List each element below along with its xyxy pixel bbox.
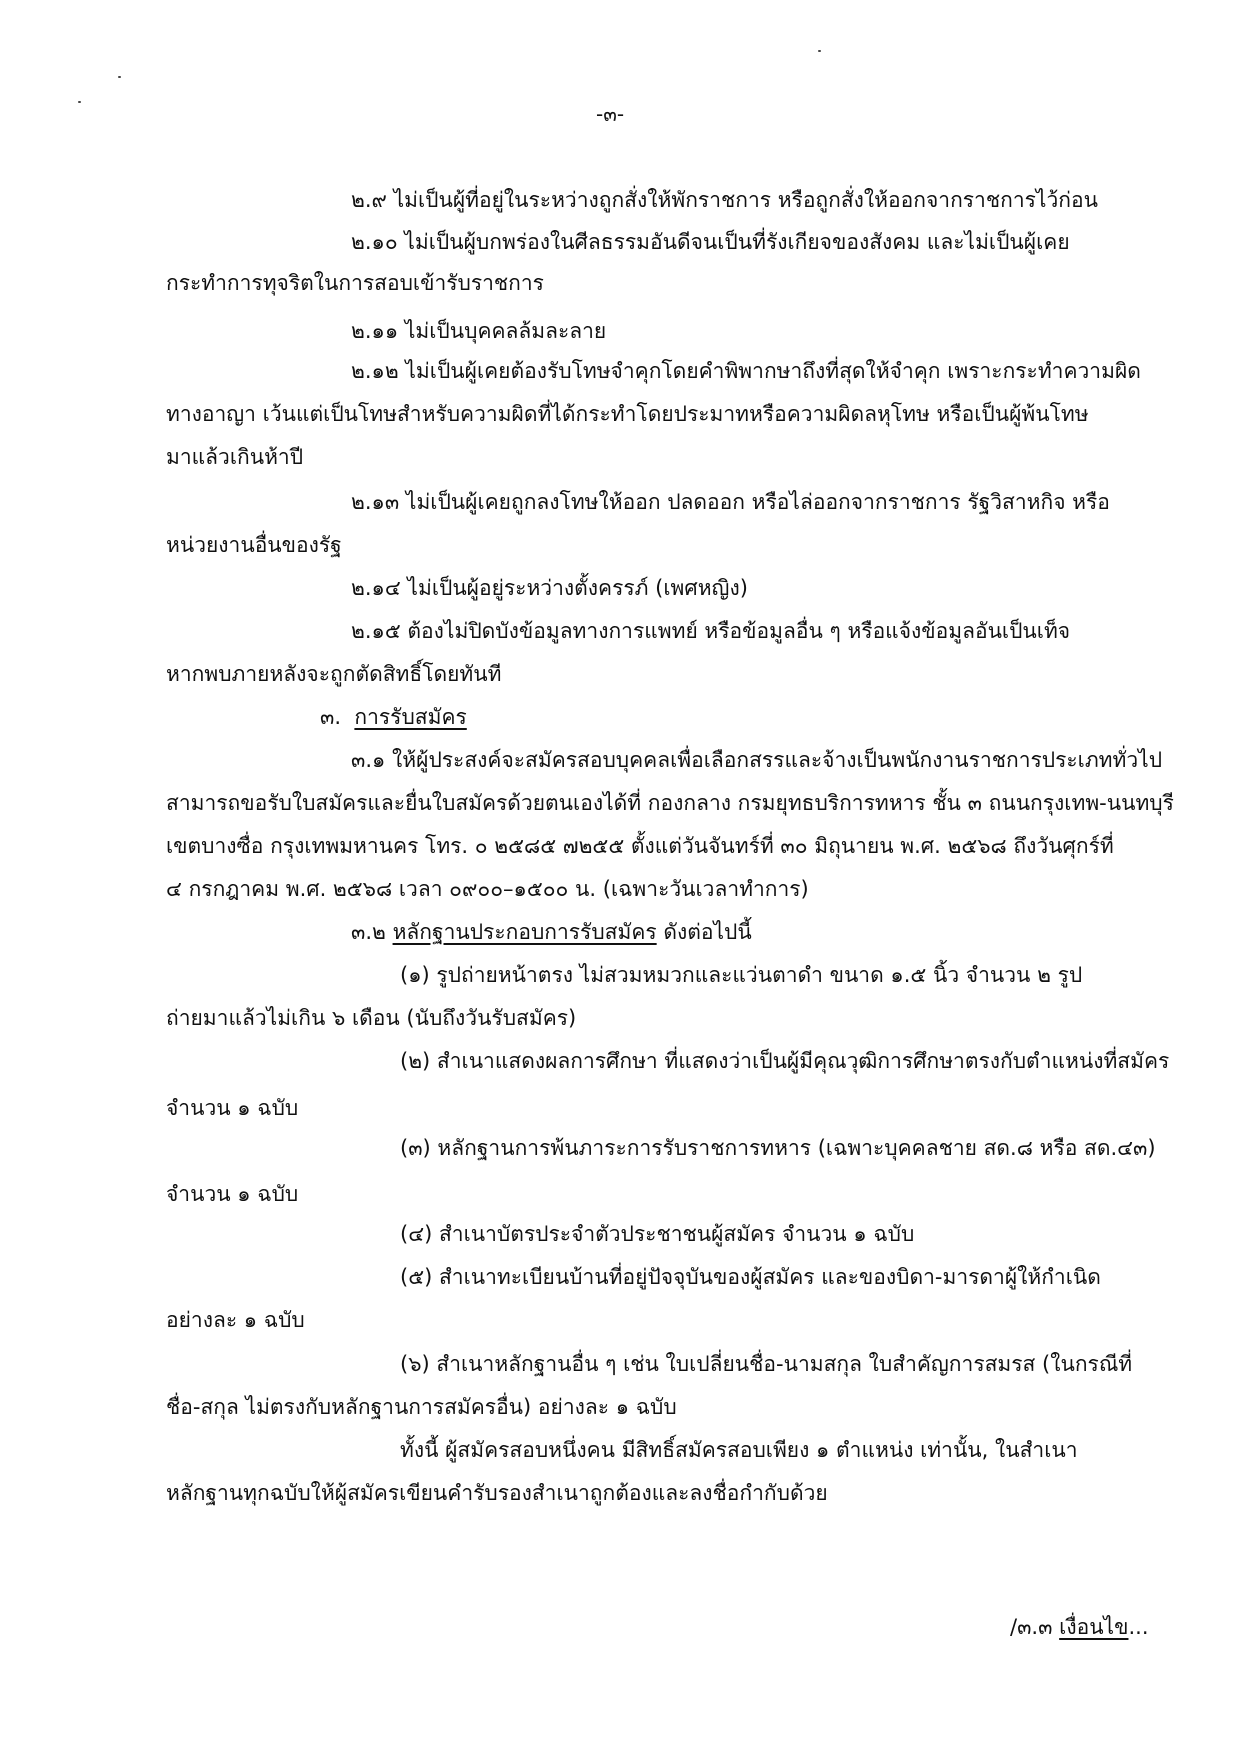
clause-title: หลักฐานประกอบการรับสมัคร	[392, 920, 657, 944]
clause-2-10-cont: กระทำการทุจริตในการสอบเข้ารับราชการ	[166, 271, 544, 295]
scan-speck	[118, 76, 121, 78]
clause-2-12: ๒.๑๒ ไม่เป็นผู้เคยต้องรับโทษจำคุกโดยคำพิพากษาถึงที่สุดให้จำคุก เพราะกระทำความผิด	[351, 359, 1141, 383]
clause-3-1-cont3: ๔ กรกฎาคม พ.ศ. ๒๕๖๘ เวลา ๐๙๐๐–๑๕๐๐ น. (เฉพาะวันเวลาทำการ)	[166, 877, 809, 901]
clause-3-1-cont: สามารถขอรับใบสมัครและยื่นใบสมัครด้วยตนเองได้ที่ กองกลาง กรมยุทธบริการทหาร ชั้น ๓ ถนนกรุงเทพ-นนทบุรี	[166, 791, 1174, 815]
item-6: (๖) สำเนาหลักฐานอื่น ๆ เช่น ใบเปลี่ยนชื่อ-นามสกุล ใบสำคัญการสมรส (ในกรณีที่	[400, 1352, 1133, 1376]
clause-2-9: ๒.๙ ไม่เป็นผู้ที่อยู่ในระหว่างถูกสั่งให้พักราชการ หรือถูกสั่งให้ออกจากราชการไว้ก่อน	[351, 188, 1098, 212]
clause-2-15: ๒.๑๕ ต้องไม่ปิดบังข้อมูลทางการแพทย์ หรือข้อมูลอื่น ๆ หรือแจ้งข้อมูลอันเป็นเท็จ	[351, 619, 1071, 643]
clause-2-10: ๒.๑๐ ไม่เป็นผู้บกพร่องในศีลธรรมอันดีจนเป็นที่รังเกียจของสังคม และไม่เป็นผู้เคย	[351, 230, 1070, 254]
item-3: (๓) หลักฐานการพ้นภาระการรับราชการทหาร (เฉพาะบุคคลชาย สด.๘ หรือ สด.๔๓)	[400, 1136, 1156, 1160]
scan-speck	[78, 101, 81, 103]
section-3-heading	[320, 702, 467, 732]
next-ellipsis: ...	[1128, 1615, 1149, 1639]
item-1-cont: ถ่ายมาแล้วไม่เกิน ๖ เดือน (นับถึงวันรับสมัคร)	[166, 1006, 577, 1030]
clause-2-14: ๒.๑๔ ไม่เป็นผู้อยู่ระหว่างตั้งครรภ์ (เพศหญิง)	[351, 576, 748, 600]
item-2-cont: จำนวน ๑ ฉบับ	[166, 1096, 299, 1120]
next-prefix: /๓.๓	[1010, 1615, 1053, 1639]
clause-3-1-cont2: เขตบางซื่อ กรุงเทพมหานคร โทร. ๐ ๒๕๘๕ ๗๒๕๕ ตั้งแต่วันจันทร์ที่ ๓๐ มิถุนายน พ.ศ. ๒๕๖๘ ถึงวันศุกร์ที่	[166, 834, 1114, 858]
section-number: ๓.	[320, 705, 342, 729]
clause-rest: ดังต่อไปนี้	[663, 920, 752, 944]
item-2: (๒) สำเนาแสดงผลการศึกษา ที่แสดงว่าเป็นผู้มีคุณวุฒิการศึกษาตรงกับตำแหน่งที่สมัคร	[400, 1049, 1170, 1073]
item-5-cont: อย่างละ ๑ ฉบับ	[166, 1308, 305, 1332]
clause-2-13: ๒.๑๓ ไม่เป็นผู้เคยถูกลงโทษให้ออก ปลดออก หรือไล่ออกจากราชการ รัฐวิสาหกิจ หรือ	[351, 490, 1110, 514]
clause-3-1: ๓.๑ ให้ผู้ประสงค์จะสมัครสอบบุคคลเพื่อเลือกสรรและจ้างเป็นพนักงานราชการประเภททั่วไป	[351, 748, 1163, 772]
clause-number: ๓.๒	[351, 920, 386, 944]
scan-speck	[818, 50, 821, 52]
item-1: (๑) รูปถ่ายหน้าตรง ไม่สวมหมวกและแว่นตาดำ ขนาด ๑.๕ นิ้ว จำนวน ๒ รูป	[400, 963, 1083, 987]
clause-3-2	[351, 917, 752, 947]
clause-2-13-cont: หน่วยงานอื่นของรัฐ	[166, 533, 342, 557]
next-page-reference	[1010, 1612, 1149, 1642]
clause-2-12-cont2: มาแล้วเกินห้าปี	[166, 445, 304, 469]
section-title: การรับสมัคร	[354, 705, 467, 729]
item-6-cont: ชื่อ-สกุล ไม่ตรงกับหลักฐานการสมัครอื่น) อย่างละ ๑ ฉบับ	[166, 1395, 677, 1419]
item-4: (๔) สำเนาบัตรประจำตัวประชาชนผู้สมัคร จำนวน ๑ ฉบับ	[400, 1222, 915, 1246]
item-3-cont: จำนวน ๑ ฉบับ	[166, 1182, 299, 1206]
clause-2-12-cont: ทางอาญา เว้นแต่เป็นโทษสำหรับความผิดที่ได้กระทำโดยประมาทหรือความผิดลหุโทษ หรือเป็นผู้พ้นโทษ	[166, 402, 1089, 426]
note: ทั้งนี้ ผู้สมัครสอบหนึ่งคน มีสิทธิ์สมัครสอบเพียง ๑ ตำแหน่ง เท่านั้น, ในสำเนา	[400, 1438, 1078, 1462]
next-title: เงื่อนไข	[1059, 1615, 1129, 1639]
item-5: (๕) สำเนาทะเบียนบ้านที่อยู่ปัจจุบันของผู้สมัคร และของบิดา-มารดาผู้ให้กำเนิด	[400, 1265, 1101, 1289]
page-number: -๓-	[596, 102, 625, 126]
clause-2-15-cont: หากพบภายหลังจะถูกตัดสิทธิ์โดยทันที	[166, 662, 502, 686]
clause-2-11: ๒.๑๑ ไม่เป็นบุคคลล้มละลาย	[351, 319, 607, 343]
note-cont: หลักฐานทุกฉบับให้ผู้สมัครเขียนคำรับรองสำเนาถูกต้องและลงชื่อกำกับด้วย	[166, 1481, 828, 1505]
